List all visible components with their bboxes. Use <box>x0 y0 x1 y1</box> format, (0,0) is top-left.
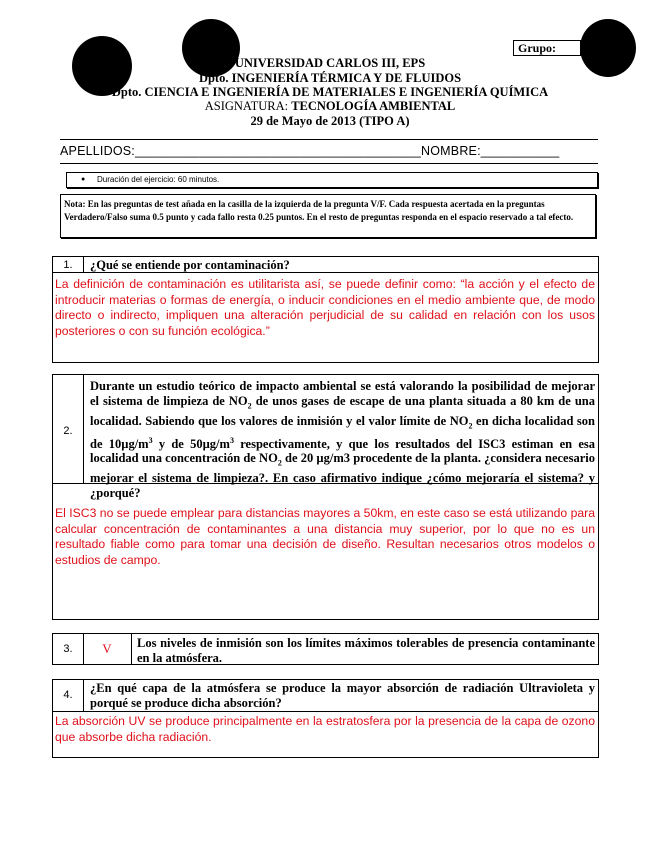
group-label: Grupo: <box>518 41 557 55</box>
department-1: Dpto. INGENIERÍA TÉRMICA Y DE FLUIDOS <box>198 71 462 85</box>
subject-name: TECNOLOGÍA AMBIENTAL <box>291 99 456 113</box>
duration-box <box>66 172 598 188</box>
surname-label: APELLIDOS: <box>60 144 135 158</box>
student-fields <box>60 144 559 158</box>
department-2: Dpto. CIENCIA E INGENIERÍA DE MATERIALES E INGENIERÍA QUÍMICA <box>111 85 549 99</box>
question-4-answer[interactable]: La absorción UV se produce principalmente en la estratosfera por la presencia de la capa de ozono que absorbe dicha radiación. <box>55 714 595 744</box>
question-3-true-false-box[interactable]: V <box>102 641 112 656</box>
header-divider <box>60 139 598 140</box>
subject-line <box>60 99 600 114</box>
group-box <box>513 40 581 56</box>
question-3-number: 3. <box>63 643 73 655</box>
exam-date: 29 de Mayo de 2013 (TIPO A) <box>250 114 410 128</box>
question-1-answer[interactable]: La definición de contaminación es utilitarista así, se puede definir como: “la acción y el efecto de introducir materias o formas de energía, o inducir condiciones en el medio ambiente que, de modo directo o indirecto, impliquen una alteración perjudicial de su calidad en relación con los usos posteriores o con su función ecológica.” <box>55 277 595 338</box>
question-3-text: Los niveles de inmisión son los límites máximos tolerables de presencia contaminante en la atmósfera. <box>137 636 595 665</box>
question-2-answer[interactable]: El ISC3 no se puede emplear para distancias mayores a 50km, en este caso se está utilizando para calcular concentración de contaminantes a una distancia muy superior, por lo que no es un resultado fiable como para tomar una decisión de diseño. Resultan necesarios otros modelos o estudios de campo. <box>55 506 595 567</box>
note-text: Nota: En las preguntas de test añada en la casilla de la izquierda de la pregunta V/F. Cada respuesta acertada en la preguntas Verdadero/Falso suma 0.5 punto y cada fallo resta 0.25 puntos. En el resto de preguntas responda en el espacio reservado a tal efecto. <box>64 199 574 222</box>
bullet-icon: ● <box>81 176 86 183</box>
question-4-block <box>52 679 599 758</box>
surname-blank[interactable]: ________________________________________ <box>134 144 422 158</box>
question-2-block <box>52 374 599 620</box>
question-1-text: ¿Qué se entiende por contaminación? <box>90 258 290 272</box>
question-4-number: 4. <box>63 689 73 701</box>
question-2-number: 2. <box>63 425 73 437</box>
duration-text: Duración del ejercicio: 60 minutos. <box>97 175 220 184</box>
student-divider <box>60 163 598 164</box>
university-title: UNIVERSIDAD CARLOS III, EPS <box>234 56 426 70</box>
name-blank[interactable]: ___________ <box>480 144 560 158</box>
name-label: NOMBRE: <box>421 144 481 158</box>
instructions-note <box>60 194 596 238</box>
question-4-text: ¿En qué capa de la atmósfera se produce la mayor absorción de radiación Ultravioleta y porqué se produce dicha absorción? <box>90 681 595 710</box>
question-1-number: 1. <box>63 259 73 271</box>
question-2-text: Durante un estudio teórico de impacto ambiental se está valorando la posibilidad de mejorar el sistema de limpieza de $NO_2$ de unos gases de escape de una planta situada a 80 km de una localidad. Sabiendo que los valores de inmisión y el valor límite de $NO_2$ en dicha localidad son de $10\mu g/m^3$ y de $50\mu g/m^3$ respectivamente, y que los resultados del ISC3 estiman en esa localidad una concentración de $NO_2$ de 20 µg/m3 procedente de la planta. ¿considera necesario mejorar el sistema de limpieza?. En caso afirmativo indique ¿cómo mejoraría el sistema? y ¿porqué? <box>90 379 595 500</box>
question-1-block <box>52 256 599 363</box>
subject-label: ASIGNATURA: <box>204 99 292 113</box>
question-3-block <box>52 633 599 665</box>
